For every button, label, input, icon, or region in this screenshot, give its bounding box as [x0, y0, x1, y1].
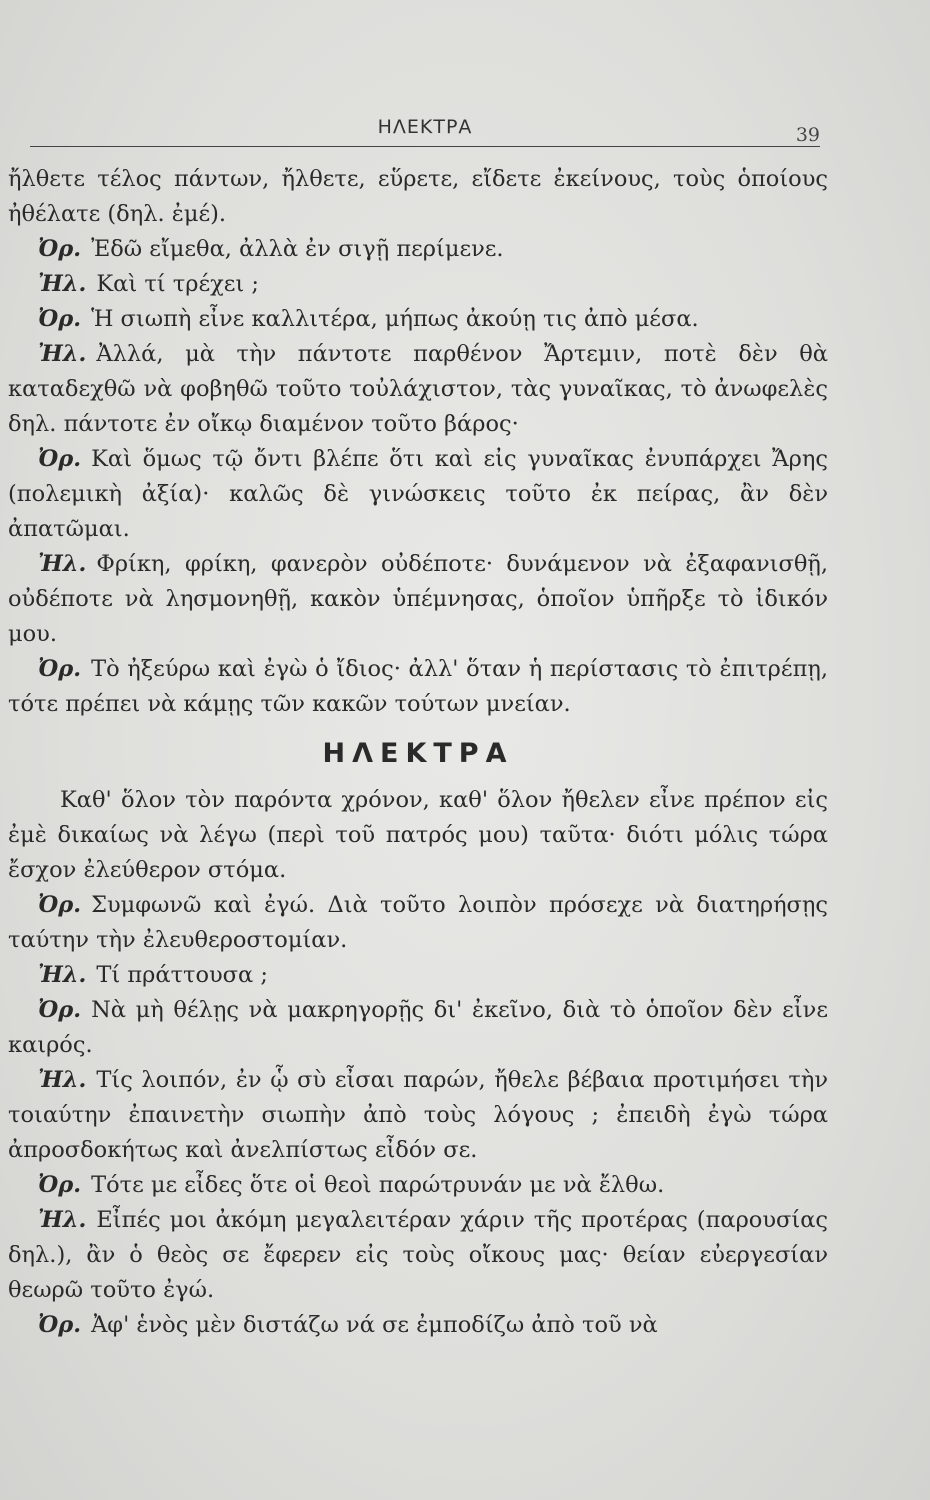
speech-text: Τὸ ἠξεύρω καὶ ἐγὼ ὁ ἴδιος· ἀλλ' ὅταν ἡ περίστασις τὸ ἐπιτρέπῃ, τότε πρέπει νὰ κάμῃς τῶν κακῶν τούτων μνείαν.: [8, 656, 828, 717]
speech-line: [8, 547, 828, 652]
speech-line: [8, 958, 828, 993]
speech-text: Καὶ τί τρέχει ;: [96, 271, 259, 297]
speech-line: [8, 1063, 828, 1168]
speech-line: [8, 783, 828, 888]
speech-text: Τίς λοιπόν, ἐν ᾧ σὺ εἶσαι παρών, ἤθελε βέβαια προτιμήσει τὴν τοιαύτην ἐπαινετὴν σιωπὴν ἀπὸ τοὺς λόγους ; ἐπειδὴ ἐγὼ τώρα ἀπροσδοκήτως καὶ ἀνελπίστως εἶδόν σε.: [8, 1067, 828, 1163]
speech-text: ἤλθετε τέλος πάντων, ἤλθετε, εὕρετε, εἴδετε ἐκείνους, τοὺς ὁποίους ἠθέλατε (δηλ. ἐμέ).: [8, 166, 828, 227]
speech-text: Συμφωνῶ καὶ ἐγώ. Διὰ τοῦτο λοιπὸν πρόσεχε νὰ διατηρήσῃς ταύτην τὴν ἐλευθεροστομίαν.: [8, 892, 828, 953]
speech-line: [8, 993, 828, 1063]
dialogue-text: [8, 162, 828, 1343]
speaker-label: Ὀρ.: [38, 656, 82, 682]
speech-line: [8, 888, 828, 958]
running-title: ΗΛΕΚΤΡΑ: [377, 116, 473, 138]
speaker-label: Ἠλ.: [38, 1207, 87, 1233]
speaker-label: Ἠλ.: [38, 271, 87, 297]
speech-line: [8, 442, 828, 547]
speech-line: [8, 1203, 828, 1308]
speech-text: Τί πράττουσα ;: [96, 962, 268, 988]
running-header: [30, 112, 820, 147]
speech-text: Καὶ ὅμως τῷ ὄντι βλέπε ὅτι καὶ εἰς γυναῖκας ἐνυπάρχει Ἄρης (πολεμικὴ ἀξία)· καλῶς δὲ γινώσκεις τοῦτο ἐκ πείρας, ἂν δὲν ἀπατῶμαι.: [8, 446, 828, 542]
speech-text: Νὰ μὴ θέλῃς νὰ μακρηγορῇς δι' ἐκεῖνο, διὰ τὸ ὁποῖον δὲν εἶνε καιρός.: [8, 997, 828, 1058]
speaker-label: Ὀρ.: [38, 236, 82, 262]
page-number: 39: [795, 124, 820, 146]
speaker-label: Ὀρ.: [38, 446, 82, 472]
speech-line: [8, 232, 828, 267]
section-title: ΗΛΕΚΤΡΑ: [322, 738, 514, 769]
speaker-label: Ἠλ.: [38, 1067, 87, 1093]
speech-text: Εἶπές μοι ἀκόμη μεγαλειτέραν χάριν τῆς προτέρας (παρουσίας δηλ.), ἂν ὁ θεὸς σε ἔφερεν εἰς τοὺς οἴκους μας· θείαν εὐεργεσίαν θεωρῶ τοῦτο ἐγώ.: [8, 1207, 828, 1303]
speech-line: [8, 1168, 828, 1203]
speaker-label: Ἠλ.: [38, 962, 87, 988]
speech-text: Φρίκη, φρίκη, φανερὸν οὐδέποτε· δυνάμενον νὰ ἐξαφανισθῇ, οὐδέποτε νὰ λησμονηθῇ, κακὸν ὑπέμνησας, ὁποῖον ὑπῆρξε τὸ ἰδικόν μου.: [8, 551, 828, 647]
speech-line: [8, 302, 828, 337]
speech-line: [8, 652, 828, 722]
speaker-label: Ὀρ.: [38, 306, 82, 332]
speech-text: Ἀφ' ἑνὸς μὲν διστάζω νά σε ἐμποδίζω ἀπὸ τοῦ νὰ: [91, 1312, 658, 1338]
speaker-label: Ἠλ.: [38, 551, 87, 577]
speech-text: Καθ' ὅλον τὸν παρόντα χρόνον, καθ' ὅλον ἤθελεν εἶνε πρέπον εἰς ἐμὲ δικαίως νὰ λέγω (περὶ τοῦ πατρός μου) ταῦτα· διότι μόλις τώρα ἔσχον ἐλεύθερον στόμα.: [8, 787, 828, 883]
speech-line: [8, 267, 828, 302]
speech-line: [8, 337, 828, 442]
speech-text: Ἡ σιωπὴ εἶνε καλλιτέρα, μήπως ἀκούῃ τις ἀπὸ μέσα.: [91, 306, 699, 332]
speaker-label: Ὀρ.: [38, 892, 82, 918]
speech-line: [8, 1308, 828, 1343]
speaker-label: Ὀρ.: [38, 997, 82, 1023]
speech-line: [8, 162, 828, 232]
speech-text: Ἀλλά, μὰ τὴν πάντοτε παρθένον Ἄρτεμιν, ποτὲ δὲν θὰ καταδεχθῶ νὰ φοβηθῶ τοῦτο τοὐλάχιστον, τὰς γυναῖκας, τὸ ἀνωφελὲς δηλ. πάντοτε ἐν οἴκῳ διαμένον τοῦτο βάρος·: [8, 341, 828, 437]
speaker-label: Ὀρ.: [38, 1312, 82, 1338]
speaker-label: Ἠλ.: [38, 341, 87, 367]
speech-text: Ἐδῶ εἴμεθα, ἀλλὰ ἐν σιγῇ περίμενε.: [91, 236, 504, 262]
speaker-label: Ὀρ.: [38, 1172, 82, 1198]
speech-text: Τότε με εἶδες ὅτε οἱ θεοὶ παρώτρυνάν με νὰ ἔλθω.: [91, 1172, 665, 1198]
